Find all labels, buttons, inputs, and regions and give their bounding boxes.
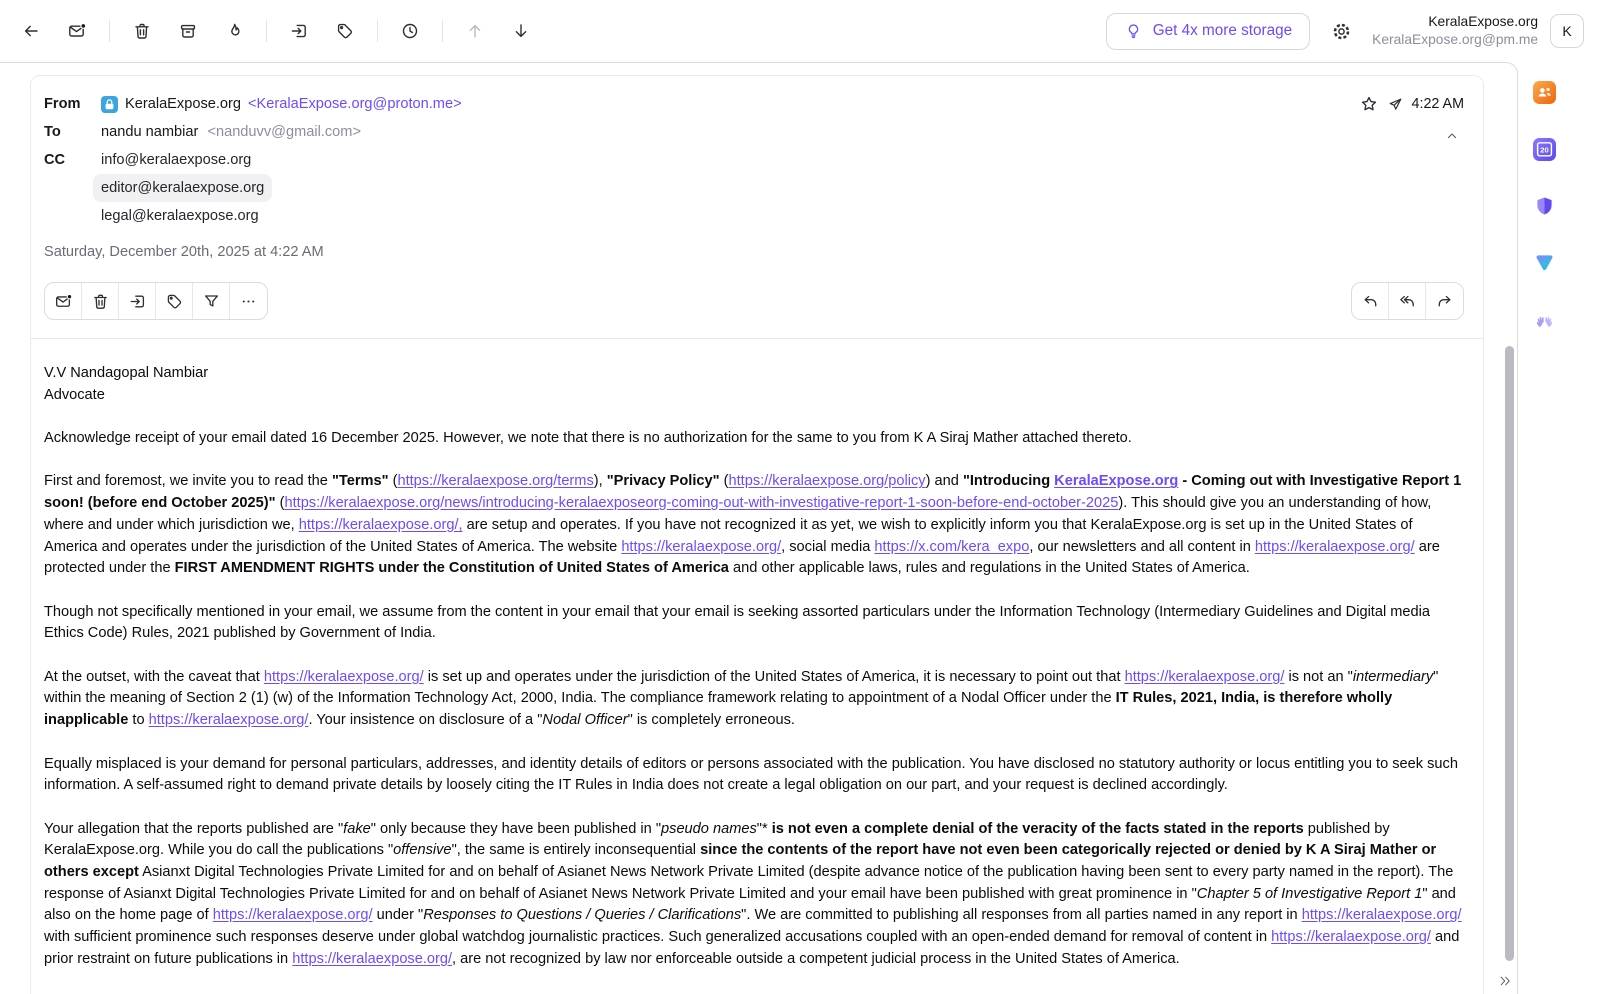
- message-action-group: [44, 282, 268, 320]
- body-text: ),: [593, 473, 607, 490]
- message-view: [0, 62, 1518, 994]
- mark-unread-button[interactable]: [45, 283, 82, 319]
- message-date: Saturday, December 20th, 2025 at 4:22 AM: [44, 244, 324, 260]
- body-text: Nodal Officer: [542, 712, 628, 729]
- body-link[interactable]: https://keralaexpose.org/: [1301, 907, 1462, 924]
- drive-triangle-icon: [1533, 252, 1556, 275]
- reply-icon: [1361, 292, 1380, 311]
- message-time: 4:22 AM: [1411, 96, 1464, 112]
- toolbar-divider: [377, 20, 378, 42]
- top-toolbar: [0, 0, 1600, 62]
- body-paragraph: [44, 471, 1464, 580]
- pass-app-button[interactable]: [1533, 195, 1556, 218]
- body-link[interactable]: https://keralaexpose.org/: [292, 950, 453, 967]
- next-message-button[interactable]: [502, 12, 540, 50]
- avatar-initial: K: [1562, 23, 1572, 39]
- body-text: - Coming out with Investigative Report 1 soon! (before end October 2025)": [44, 473, 1462, 512]
- body-text: is set up and operates under the jurisdiction of the United States of America, it is necessary to point out that: [423, 668, 1125, 685]
- encryption-lock-icon: [101, 96, 118, 113]
- move-to-folder-button[interactable]: [119, 283, 156, 319]
- forward-button[interactable]: [1426, 283, 1463, 319]
- body-text: ", the same is entirely inconsequential: [451, 842, 701, 859]
- body-text: is not even a complete denial of the veracity of the facts stated in the reports: [771, 820, 1304, 837]
- body-text: intermediary: [1352, 668, 1434, 685]
- cc-recipient[interactable]: editor@keralaexpose.org: [93, 174, 272, 202]
- body-link[interactable]: https://keralaexpose.org/: [148, 712, 309, 729]
- message-actions-toolbar: [8, 12, 544, 50]
- message-header: [31, 76, 1483, 266]
- body-text: to: [128, 712, 149, 729]
- snooze-button[interactable]: [391, 12, 429, 50]
- body-link[interactable]: https://keralaexpose.org/,: [298, 516, 463, 533]
- to-label: To: [44, 124, 61, 140]
- body-text: "Introducing: [962, 473, 1055, 490]
- body-text: (: [275, 495, 285, 512]
- body-text: FIRST AMENDMENT RIGHTS under the Constitution of United States of America: [174, 560, 729, 577]
- recipient-address: <nanduvv@gmail.com>: [207, 124, 361, 140]
- cc-recipient[interactable]: legal@keralaexpose.org: [101, 208, 259, 224]
- body-text: Chapter 5 of Investigative Report 1: [1196, 885, 1423, 902]
- body-text: "Terms": [331, 473, 389, 490]
- sender-name[interactable]: KeralaExpose.org: [125, 96, 242, 112]
- addressee-block: [44, 363, 1464, 406]
- body-link[interactable]: https://keralaexpose.org/: [1124, 668, 1285, 685]
- calendar-icon: [1533, 138, 1556, 161]
- from-row: [44, 90, 1463, 118]
- back-button[interactable]: [12, 12, 50, 50]
- body-link[interactable]: https://keralaexpose.org/: [621, 538, 782, 555]
- account-name: KeralaExpose.org: [1428, 14, 1538, 29]
- body-text: " only because they have been published in ": [370, 820, 662, 837]
- body-link[interactable]: https://keralaexpose.org/: [1254, 538, 1415, 555]
- body-text: At the outset, with the caveat that: [44, 668, 264, 685]
- body-text: " within the meaning of Section 2 (1) (w) of the Information Technology Act, 2000, India. The compliance framework relating to appointment of a Nodal Officer under the: [44, 668, 1439, 707]
- body-text: " is completely erroneous.: [627, 712, 795, 729]
- double-chevron-right-icon: [1498, 974, 1512, 988]
- body-link[interactable]: https://keralaexpose.org/: [1271, 929, 1431, 946]
- fire-icon: [224, 21, 244, 41]
- body-text: and other applicable laws, rules and regulations in the United States of America.: [728, 560, 1250, 577]
- open-message-card: [30, 75, 1484, 994]
- body-text: are protected under the: [44, 538, 1440, 577]
- cc-recipient[interactable]: info@keralaexpose.org: [101, 152, 252, 168]
- more-options-button[interactable]: [230, 283, 267, 319]
- account-info[interactable]: [1372, 13, 1538, 49]
- mark-unread-icon: [54, 292, 73, 311]
- body-text: Equally misplaced is your demand for personal particulars, addresses, and identity details of editors or persons associated with the publication. You have disclosed no statutory authority or locus entitling you to seek such information. A self-assumed right to demand private details by loosely citing the IT Rules in India does not create a legal obligation on our part, and your request is declined accordingly.: [44, 755, 1458, 794]
- settings-button[interactable]: [1322, 12, 1360, 50]
- expand-panel-button[interactable]: [1496, 972, 1514, 990]
- gear-icon: [1331, 21, 1352, 42]
- body-text: "*: [756, 820, 772, 837]
- body-paragraph: [44, 754, 1464, 797]
- body-text: , our newsletters and all content in: [1029, 538, 1255, 555]
- tag-icon: [165, 292, 184, 311]
- clock-icon: [400, 21, 420, 41]
- recipient-name[interactable]: nandu nambiar: [101, 124, 199, 140]
- spam-button[interactable]: [215, 12, 253, 50]
- body-link[interactable]: KeralaExpose.org: [1054, 473, 1179, 490]
- label-button[interactable]: [326, 12, 364, 50]
- body-text: since the contents of the report have not even been categorically rejected or denied by K A Siraj Mather or others except: [44, 842, 1437, 881]
- archive-icon: [178, 21, 198, 41]
- toolbar-divider: [109, 20, 110, 42]
- body-paragraph: [44, 819, 1464, 971]
- label-button[interactable]: [156, 283, 193, 319]
- storage-button-label: Get 4x more storage: [1152, 22, 1293, 39]
- message-body: [31, 339, 1483, 971]
- body-text: "Privacy Policy": [606, 473, 720, 490]
- move-to-folder-icon: [128, 292, 147, 311]
- toolbar-divider: [442, 20, 443, 42]
- body-text: are setup and operates. If you have not recognized it as yet, we wish to explicitly inform you that KeralaExpose.org is set up in the United States of America and operates under the jurisdiction of the United States of America. The website: [44, 516, 1413, 555]
- body-text: , are not recognized by law nor enforceable outside a competent judicial process in the United States of America.: [452, 950, 1180, 967]
- get-more-storage-button[interactable]: [1106, 13, 1310, 50]
- calendar-badge: 20: [1540, 145, 1549, 155]
- avatar[interactable]: [1550, 14, 1584, 48]
- tag-icon: [335, 21, 355, 41]
- from-label: From: [44, 96, 81, 112]
- body-text: with sufficient prominence such responses deserve under global watchdog journalistic practices. Such generalized accusations coupled with an open-ended demand for removal of content in: [44, 929, 1272, 946]
- collapse-message-button[interactable]: [1440, 124, 1464, 148]
- body-text: First and foremost, we invite you to read the: [44, 473, 332, 490]
- archive-button[interactable]: [169, 12, 207, 50]
- previous-message-button[interactable]: [456, 12, 494, 50]
- body-link[interactable]: https://keralaexpose.org/news/introducing-keralaexposeorg-coming-out-with-investigative-report-1-soon-before-end-october-2025: [284, 495, 1119, 512]
- apps-rail: [1518, 62, 1600, 994]
- body-text: , social media: [781, 538, 875, 555]
- trash-button[interactable]: [82, 283, 119, 319]
- body-text: fake: [343, 820, 371, 837]
- contacts-icon: [1533, 81, 1556, 104]
- body-text: pseudo names: [661, 820, 757, 837]
- body-text: Responses to Questions / Queries / Clarifications: [423, 907, 742, 924]
- contacts-app-button[interactable]: [1533, 81, 1556, 104]
- reply-all-icon: [1398, 292, 1417, 311]
- star-icon: [1359, 94, 1379, 114]
- star-button[interactable]: [1359, 94, 1379, 114]
- mark-unread-button[interactable]: [58, 12, 96, 50]
- filter-funnel-icon: [202, 292, 221, 311]
- body-text: published by KeralaExpose.org. While you do call the publications ": [44, 820, 1390, 859]
- forward-icon: [1435, 292, 1454, 311]
- body-link[interactable]: https://keralaexpose.org/: [212, 907, 373, 924]
- body-paragraph: [44, 602, 1464, 645]
- reply-all-button[interactable]: [1389, 283, 1426, 319]
- body-link[interactable]: https://keralaexpose.org/terms: [397, 473, 594, 490]
- account-email: KeralaExpose.org@pm.me: [1372, 32, 1538, 47]
- trash-icon: [132, 21, 152, 41]
- move-to-folder-icon: [289, 21, 309, 41]
- sent-paper-plane-icon: [1387, 96, 1404, 113]
- reply-action-group: [1351, 282, 1464, 320]
- mark-unread-icon: [67, 21, 87, 41]
- vertical-scrollbar[interactable]: [1505, 346, 1514, 961]
- addressee-name: V.V Nandagopal Nambiar: [44, 365, 209, 381]
- trash-button[interactable]: [123, 12, 161, 50]
- body-text: (: [388, 473, 398, 490]
- body-text: . Your insistence on disclosure of a ": [308, 712, 543, 729]
- body-paragraph: [44, 667, 1464, 732]
- to-row: [44, 118, 1463, 146]
- message-toolbar: [44, 282, 1464, 320]
- cc-row: [44, 146, 1463, 230]
- body-text: under ": [372, 907, 424, 924]
- body-link[interactable]: https://keralaexpose.org/: [263, 668, 424, 685]
- calendar-app-button[interactable]: [1533, 138, 1556, 161]
- body-text: is not an ": [1284, 668, 1353, 685]
- ellipsis-icon: [239, 292, 258, 311]
- body-link[interactable]: https://keralaexpose.org/policy: [728, 473, 926, 490]
- body-text: Though not specifically mentioned in your email, we assume from the content in your email that your email is seeking assorted particulars under the Information Technology (Intermediary Guidelines and Digital media Ethics Code) Rules, 2021 published by Government of India.: [44, 603, 1431, 642]
- body-text: and prior restraint on future publications in: [44, 929, 1460, 967]
- wallet-app-button[interactable]: [1533, 309, 1556, 332]
- toolbar-divider: [266, 20, 267, 42]
- body-text: offensive: [393, 842, 452, 859]
- body-text: Your allegation that the reports published are ": [44, 820, 344, 837]
- trash-icon: [91, 292, 110, 311]
- body-text: Asianxt Digital Technologies Private Limited for and on behalf of Asianet News Network Private Limited (despite advance notice of the publication having been sent to every party named in the report). The response of Asianxt Digital Technologies Private Limited for and on behalf of Asianet News Network Private Limited and your email have been published with great prominence in ": [44, 864, 1454, 902]
- filter-button[interactable]: [193, 283, 230, 319]
- cc-label: CC: [44, 152, 66, 168]
- body-link[interactable]: https://x.com/kera_expo: [874, 538, 1030, 555]
- body-text: IT Rules, 2021, India, is therefore wholly inapplicable: [44, 690, 1393, 729]
- body-text: (: [719, 473, 729, 490]
- body-paragraph: [44, 428, 1464, 450]
- body-text: ). This should give you an understanding of how, where and under which jurisdiction we,: [44, 495, 1432, 533]
- addressee-title: Advocate: [44, 386, 105, 403]
- arrow-up-icon: [465, 21, 485, 41]
- wallet-hands-icon: [1533, 309, 1556, 332]
- back-arrow-icon: [21, 21, 41, 41]
- body-text: ) and: [925, 473, 963, 490]
- body-text: Acknowledge receipt of your email dated 16 December 2025. However, we note that there is no authorization for the same to you from K A Siraj Mather attached thereto.: [44, 430, 1132, 447]
- chevron-up-icon: [1444, 128, 1460, 144]
- drive-app-button[interactable]: [1533, 252, 1556, 275]
- reply-button[interactable]: [1352, 283, 1389, 319]
- body-text: ". We are committed to publishing all responses from all parties named in any report in: [741, 907, 1302, 924]
- shield-icon: [1533, 195, 1556, 218]
- lightbulb-icon: [1124, 22, 1143, 41]
- move-to-folder-button[interactable]: [280, 12, 318, 50]
- body-text: " and also on the home page of: [44, 885, 1456, 924]
- sender-address[interactable]: <KeralaExpose.org@proton.me>: [248, 96, 462, 112]
- arrow-down-icon: [511, 21, 531, 41]
